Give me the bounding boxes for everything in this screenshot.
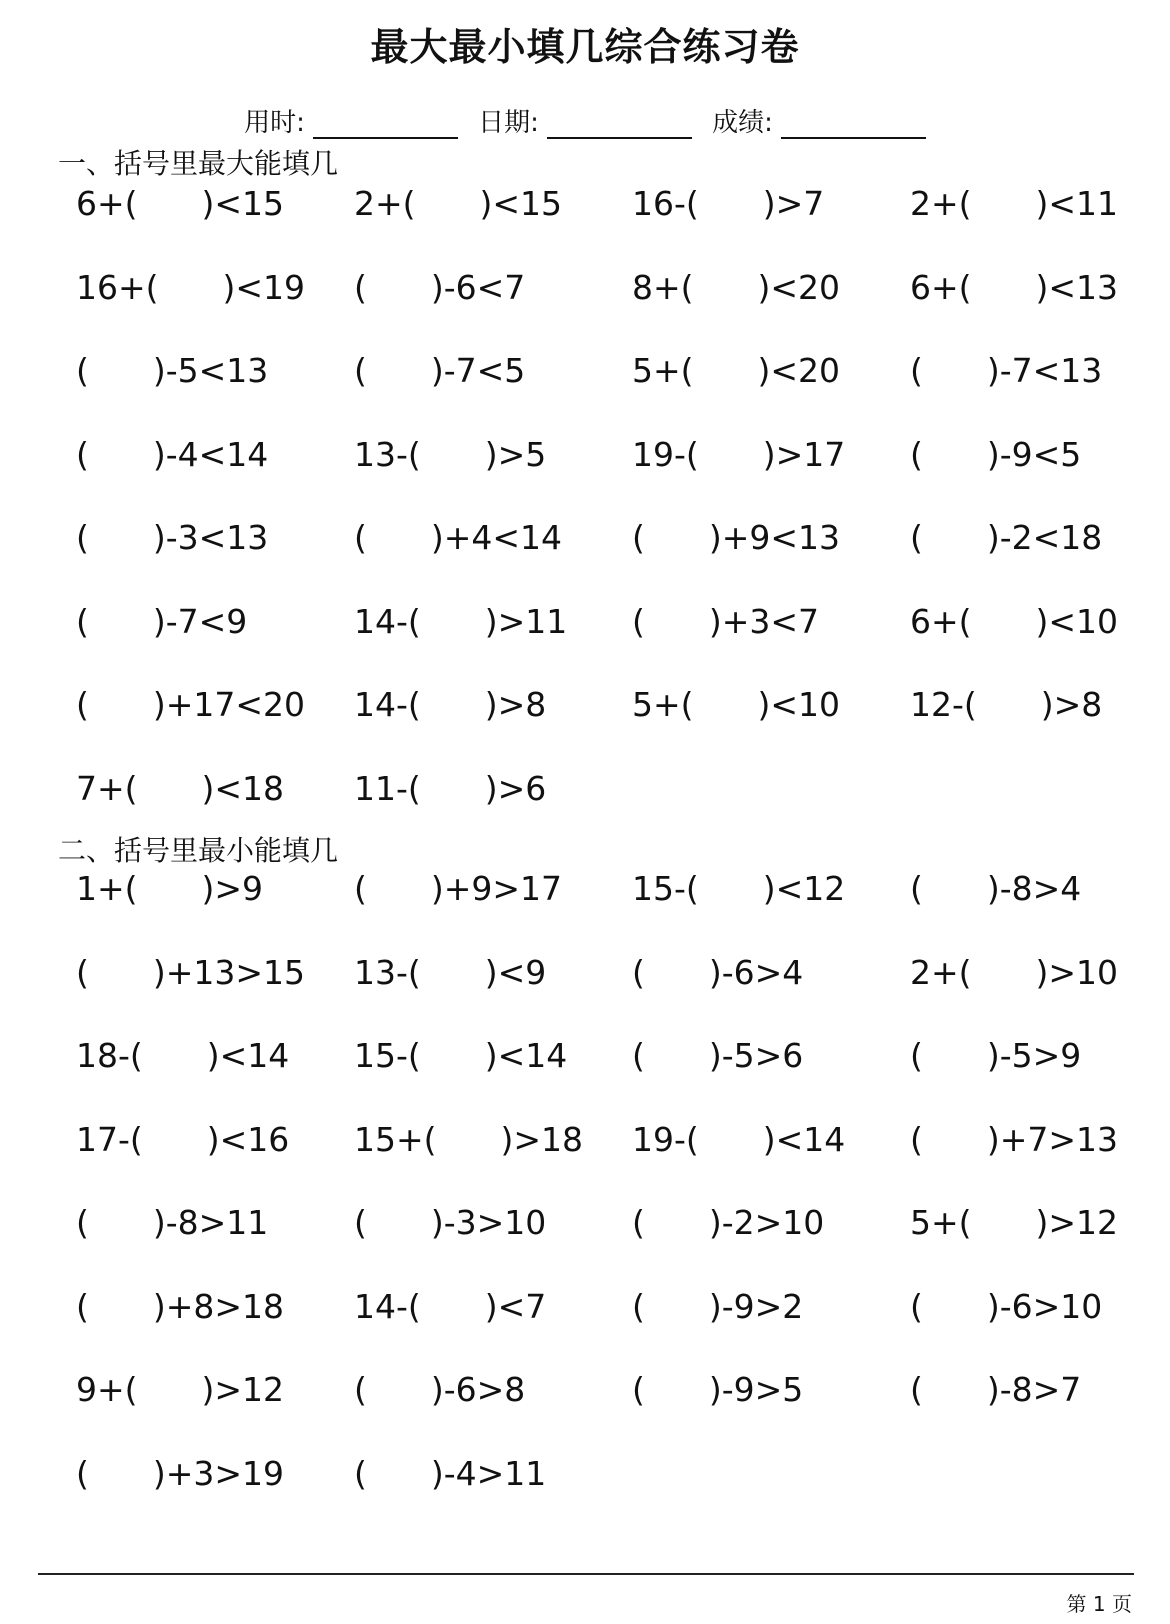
problem-item — [910, 351, 1170, 438]
open-paren: ( — [407, 685, 421, 724]
problem-prefix: 19- — [632, 1119, 686, 1159]
open-paren: ( — [910, 434, 923, 474]
problem-suffix: -8>4 — [999, 869, 1082, 908]
close-paren: ) — [430, 1203, 444, 1242]
problem-suffix: <14 — [219, 1036, 290, 1075]
problem-suffix: -2>10 — [721, 1203, 825, 1242]
problem-suffix: +7>13 — [999, 1119, 1119, 1159]
problem-prefix: 6+ — [910, 267, 959, 307]
close-paren: ) — [484, 434, 498, 474]
problem-item — [632, 1036, 910, 1123]
problem-item — [354, 601, 632, 689]
open-paren: ( — [685, 1119, 699, 1159]
problem-item — [354, 768, 632, 856]
close-paren: ) — [201, 184, 215, 223]
problem-suffix: >12 — [1048, 1203, 1119, 1242]
problem-prefix: 6+ — [76, 184, 125, 223]
problem-item — [910, 434, 1170, 522]
problem-item — [76, 184, 354, 271]
close-paren: ) — [206, 1036, 220, 1075]
open-paren: ( — [124, 1370, 138, 1409]
score-blank[interactable] — [781, 113, 926, 139]
section-2-title: 二、括号里最小能填几 — [58, 834, 339, 867]
problem-item — [632, 267, 910, 355]
close-paren: ) — [986, 351, 1000, 390]
close-paren: ) — [1040, 685, 1054, 724]
open-paren: ( — [129, 1119, 143, 1159]
close-paren: ) — [484, 768, 498, 808]
close-paren: ) — [708, 518, 722, 557]
problem-item — [354, 1370, 632, 1457]
problem-prefix: 5+ — [632, 351, 681, 390]
problem-suffix: -6<7 — [443, 267, 526, 307]
problem-suffix: >6 — [497, 768, 547, 808]
problem-suffix: -2<18 — [999, 518, 1103, 557]
close-paren: ) — [152, 434, 166, 474]
open-paren: ( — [632, 1036, 645, 1075]
open-paren: ( — [76, 952, 89, 992]
problem-suffix: +8>18 — [165, 1286, 285, 1326]
problem-suffix: >17 — [775, 434, 846, 474]
footer-divider — [38, 1573, 1134, 1575]
problem-prefix: 16- — [632, 184, 686, 223]
open-paren: ( — [76, 1453, 89, 1493]
close-paren: ) — [757, 351, 771, 390]
open-paren: ( — [76, 601, 89, 641]
problem-suffix: <20 — [770, 267, 841, 307]
problem-item — [76, 434, 354, 522]
problem-prefix: 14- — [354, 685, 408, 724]
open-paren: ( — [407, 768, 421, 808]
open-paren: ( — [632, 1370, 645, 1409]
close-paren: ) — [708, 952, 722, 992]
problem-suffix: -8>7 — [999, 1370, 1082, 1409]
close-paren: ) — [986, 869, 1000, 908]
open-paren: ( — [407, 601, 421, 641]
problem-prefix: 13- — [354, 434, 408, 474]
problem-item — [76, 267, 354, 355]
problem-suffix: -3>10 — [443, 1203, 547, 1242]
problem-item — [354, 685, 632, 772]
problem-item — [910, 267, 1170, 355]
problem-item — [910, 685, 1170, 772]
problem-suffix: <11 — [1048, 184, 1119, 223]
open-paren: ( — [632, 1286, 645, 1326]
problem-suffix: -6>10 — [999, 1286, 1103, 1326]
problem-prefix: 9+ — [76, 1370, 125, 1409]
close-paren: ) — [986, 1036, 1000, 1075]
problem-prefix: 8+ — [632, 267, 681, 307]
open-paren: ( — [910, 1370, 923, 1409]
problem-suffix: -9>5 — [721, 1370, 804, 1409]
close-paren: ) — [201, 1370, 215, 1409]
open-paren: ( — [354, 267, 367, 307]
problem-suffix: >10 — [1048, 952, 1119, 992]
problem-suffix: +9>17 — [443, 869, 563, 908]
problem-prefix: 14- — [354, 601, 408, 641]
problem-item — [76, 1286, 354, 1374]
problem-item — [910, 184, 1170, 271]
close-paren: ) — [430, 267, 444, 307]
problem-suffix: <10 — [1048, 601, 1119, 641]
problem-suffix: -5>6 — [721, 1036, 804, 1075]
close-paren: ) — [986, 434, 1000, 474]
close-paren: ) — [201, 768, 215, 808]
close-paren: ) — [201, 869, 215, 908]
open-paren: ( — [910, 1119, 923, 1159]
close-paren: ) — [708, 601, 722, 641]
problem-prefix: 15+ — [354, 1119, 424, 1159]
open-paren: ( — [129, 1036, 143, 1075]
open-paren: ( — [76, 1203, 89, 1242]
open-paren: ( — [685, 184, 699, 223]
problem-suffix: -4>11 — [443, 1453, 547, 1493]
problem-suffix: <20 — [770, 351, 841, 390]
open-paren: ( — [354, 1370, 367, 1409]
problem-item — [354, 952, 632, 1040]
problem-suffix: <7 — [497, 1286, 547, 1326]
close-paren: ) — [222, 267, 236, 307]
problem-item — [354, 1036, 632, 1123]
open-paren: ( — [680, 685, 694, 724]
problem-suffix: >8 — [497, 685, 547, 724]
problem-item — [354, 1203, 632, 1290]
problem-item — [354, 1286, 632, 1374]
problem-prefix: 16+ — [76, 267, 146, 307]
problem-suffix: -7<9 — [165, 601, 248, 641]
open-paren: ( — [354, 869, 367, 908]
open-paren: ( — [680, 267, 694, 307]
problem-item — [910, 1036, 1170, 1123]
problem-item — [632, 351, 910, 438]
problem-suffix: <19 — [235, 267, 306, 307]
problem-suffix: >9 — [214, 869, 264, 908]
open-paren: ( — [910, 351, 923, 390]
problem-suffix: +4<14 — [443, 518, 563, 557]
close-paren: ) — [152, 601, 166, 641]
open-paren: ( — [354, 1203, 367, 1242]
problem-suffix: +17<20 — [165, 685, 306, 724]
close-paren: ) — [708, 1036, 722, 1075]
problem-suffix: <12 — [775, 869, 846, 908]
info-line — [0, 102, 1170, 139]
problem-item — [354, 518, 632, 605]
problem-suffix: >5 — [497, 434, 547, 474]
problem-prefix: 2+ — [910, 184, 959, 223]
open-paren: ( — [632, 518, 645, 557]
close-paren: ) — [986, 1370, 1000, 1409]
worksheet-title: 最大最小填几综合练习卷 — [370, 25, 800, 69]
problem-item — [354, 434, 632, 522]
problem-suffix: -5<13 — [165, 351, 269, 390]
problem-suffix: +9<13 — [721, 518, 841, 557]
open-paren: ( — [124, 184, 138, 223]
problem-item — [632, 1203, 910, 1290]
problem-prefix: 15- — [632, 869, 686, 908]
problem-item — [632, 1370, 910, 1457]
problem-suffix: <16 — [219, 1119, 290, 1159]
open-paren: ( — [680, 351, 694, 390]
problem-suffix: +3>19 — [165, 1453, 285, 1493]
open-paren: ( — [354, 351, 367, 390]
problem-item — [632, 952, 910, 1040]
problem-prefix: 2+ — [910, 952, 959, 992]
open-paren: ( — [124, 768, 138, 808]
open-paren: ( — [958, 601, 972, 641]
problem-item — [354, 1119, 632, 1207]
problem-suffix: -9>2 — [721, 1286, 804, 1326]
problem-suffix: >7 — [775, 184, 825, 223]
problem-suffix: +3<7 — [721, 601, 820, 641]
problem-suffix: >11 — [497, 601, 568, 641]
close-paren: ) — [757, 267, 771, 307]
problem-item — [910, 1286, 1170, 1374]
problem-item — [76, 869, 354, 956]
close-paren: ) — [762, 434, 776, 474]
open-paren: ( — [910, 869, 923, 908]
problem-prefix: 2+ — [354, 184, 403, 223]
problem-prefix: 12- — [910, 685, 964, 724]
problem-item — [910, 1370, 1170, 1457]
open-paren: ( — [423, 1119, 437, 1159]
problem-suffix: +13>15 — [165, 952, 306, 992]
problem-suffix: <9 — [497, 952, 547, 992]
open-paren: ( — [354, 518, 367, 557]
time-label: 用时: — [244, 108, 305, 138]
problem-suffix: <10 — [770, 685, 841, 724]
problem-item — [910, 869, 1170, 956]
problem-item — [910, 952, 1170, 1040]
problem-item — [910, 1119, 1170, 1207]
problem-item — [76, 1370, 354, 1457]
open-paren: ( — [76, 351, 89, 390]
open-paren: ( — [963, 685, 977, 724]
section-2-problems — [76, 869, 1136, 1540]
close-paren: ) — [484, 1036, 498, 1075]
close-paren: ) — [152, 518, 166, 557]
problem-suffix: <13 — [1048, 267, 1119, 307]
open-paren: ( — [910, 1036, 923, 1075]
close-paren: ) — [484, 952, 498, 992]
open-paren: ( — [354, 1453, 367, 1493]
problem-prefix: 5+ — [910, 1203, 959, 1242]
close-paren: ) — [152, 685, 166, 724]
open-paren: ( — [76, 518, 89, 557]
problem-item — [354, 267, 632, 355]
close-paren: ) — [708, 1286, 722, 1326]
close-paren: ) — [1035, 1203, 1049, 1242]
problem-suffix: -6>4 — [721, 952, 804, 992]
time-field — [244, 102, 458, 139]
open-paren: ( — [407, 434, 421, 474]
section-1-title: 一、括号里最大能填几 — [58, 147, 339, 180]
open-paren: ( — [910, 518, 923, 557]
problem-suffix: -9<5 — [999, 434, 1082, 474]
close-paren: ) — [152, 952, 166, 992]
problem-suffix: -3<13 — [165, 518, 269, 557]
problem-suffix: <18 — [214, 768, 285, 808]
close-paren: ) — [152, 1453, 166, 1493]
problem-item — [354, 351, 632, 438]
time-blank[interactable] — [313, 113, 458, 139]
problem-item — [76, 952, 354, 1040]
date-field — [478, 102, 692, 139]
date-label: 日期: — [478, 108, 539, 138]
problem-suffix: -5>9 — [999, 1036, 1082, 1075]
problem-prefix: 6+ — [910, 601, 959, 641]
open-paren: ( — [958, 1203, 972, 1242]
problem-item — [76, 351, 354, 438]
problem-suffix: -7<13 — [999, 351, 1103, 390]
problem-item — [76, 1453, 354, 1541]
problem-item — [76, 601, 354, 689]
close-paren: ) — [152, 351, 166, 390]
close-paren: ) — [986, 1286, 1000, 1326]
problem-item — [910, 1203, 1170, 1290]
open-paren: ( — [958, 267, 972, 307]
open-paren: ( — [76, 1286, 89, 1326]
problem-prefix: 15- — [354, 1036, 408, 1075]
problem-prefix: 7+ — [76, 768, 125, 808]
close-paren: ) — [986, 1119, 1000, 1159]
problem-suffix: -4<14 — [165, 434, 269, 474]
close-paren: ) — [708, 1203, 722, 1242]
open-paren: ( — [407, 952, 421, 992]
problem-item — [632, 685, 910, 772]
problem-suffix: -6>8 — [443, 1370, 526, 1409]
open-paren: ( — [632, 601, 645, 641]
score-field — [712, 102, 926, 139]
problem-item — [76, 1203, 354, 1290]
open-paren: ( — [632, 1203, 645, 1242]
problem-suffix: >12 — [214, 1370, 285, 1409]
problem-item — [632, 1119, 910, 1207]
problem-suffix: <15 — [214, 184, 285, 223]
close-paren: ) — [762, 184, 776, 223]
open-paren: ( — [958, 184, 972, 223]
close-paren: ) — [762, 1119, 776, 1159]
problem-prefix: 11- — [354, 768, 408, 808]
problem-suffix: <14 — [497, 1036, 568, 1075]
close-paren: ) — [484, 685, 498, 724]
problem-item — [632, 1286, 910, 1374]
close-paren: ) — [430, 869, 444, 908]
problem-item — [76, 1036, 354, 1123]
problem-suffix: <14 — [775, 1119, 846, 1159]
problem-item — [354, 184, 632, 271]
close-paren: ) — [206, 1119, 220, 1159]
close-paren: ) — [708, 1370, 722, 1409]
problem-item — [632, 434, 910, 522]
close-paren: ) — [1035, 267, 1049, 307]
problem-item — [632, 518, 910, 605]
open-paren: ( — [124, 869, 138, 908]
problem-item — [76, 685, 354, 772]
problem-item — [354, 1453, 632, 1541]
problem-prefix: 19- — [632, 434, 686, 474]
close-paren: ) — [762, 869, 776, 908]
close-paren: ) — [757, 685, 771, 724]
problem-prefix: 13- — [354, 952, 408, 992]
open-paren: ( — [685, 869, 699, 908]
open-paren: ( — [407, 1286, 421, 1326]
open-paren: ( — [407, 1036, 421, 1075]
open-paren: ( — [145, 267, 159, 307]
open-paren: ( — [402, 184, 416, 223]
close-paren: ) — [430, 1370, 444, 1409]
close-paren: ) — [484, 601, 498, 641]
problem-prefix: 5+ — [632, 685, 681, 724]
problem-prefix: 17- — [76, 1119, 130, 1159]
close-paren: ) — [430, 518, 444, 557]
problem-suffix: >8 — [1053, 685, 1103, 724]
close-paren: ) — [1035, 601, 1049, 641]
problem-item — [76, 1119, 354, 1207]
close-paren: ) — [986, 518, 1000, 557]
close-paren: ) — [430, 1453, 444, 1493]
page-number: 第 1 页 — [1066, 1592, 1132, 1616]
open-paren: ( — [76, 434, 89, 474]
problem-item — [632, 869, 910, 956]
close-paren: ) — [152, 1286, 166, 1326]
open-paren: ( — [958, 952, 972, 992]
open-paren: ( — [910, 1286, 923, 1326]
problem-item — [76, 518, 354, 605]
problem-prefix: 14- — [354, 1286, 408, 1326]
problem-item — [910, 518, 1170, 605]
close-paren: ) — [1035, 184, 1049, 223]
problem-item — [910, 601, 1170, 689]
problem-suffix: -8>11 — [165, 1203, 269, 1242]
open-paren: ( — [76, 685, 89, 724]
problem-prefix: 18- — [76, 1036, 130, 1075]
section-1-problems — [76, 184, 1136, 855]
close-paren: ) — [1035, 952, 1049, 992]
open-paren: ( — [632, 952, 645, 992]
close-paren: ) — [484, 1286, 498, 1326]
close-paren: ) — [152, 1203, 166, 1242]
open-paren: ( — [685, 434, 699, 474]
problem-item — [632, 184, 910, 271]
close-paren: ) — [479, 184, 493, 223]
score-label: 成绩: — [712, 108, 773, 138]
problem-item — [354, 869, 632, 956]
problem-item — [632, 601, 910, 689]
problem-suffix: -7<5 — [443, 351, 526, 390]
close-paren: ) — [500, 1119, 514, 1159]
problem-suffix: <15 — [492, 184, 563, 223]
date-blank[interactable] — [547, 113, 692, 139]
problem-prefix: 1+ — [76, 869, 125, 908]
problem-suffix: >18 — [513, 1119, 584, 1159]
close-paren: ) — [430, 351, 444, 390]
